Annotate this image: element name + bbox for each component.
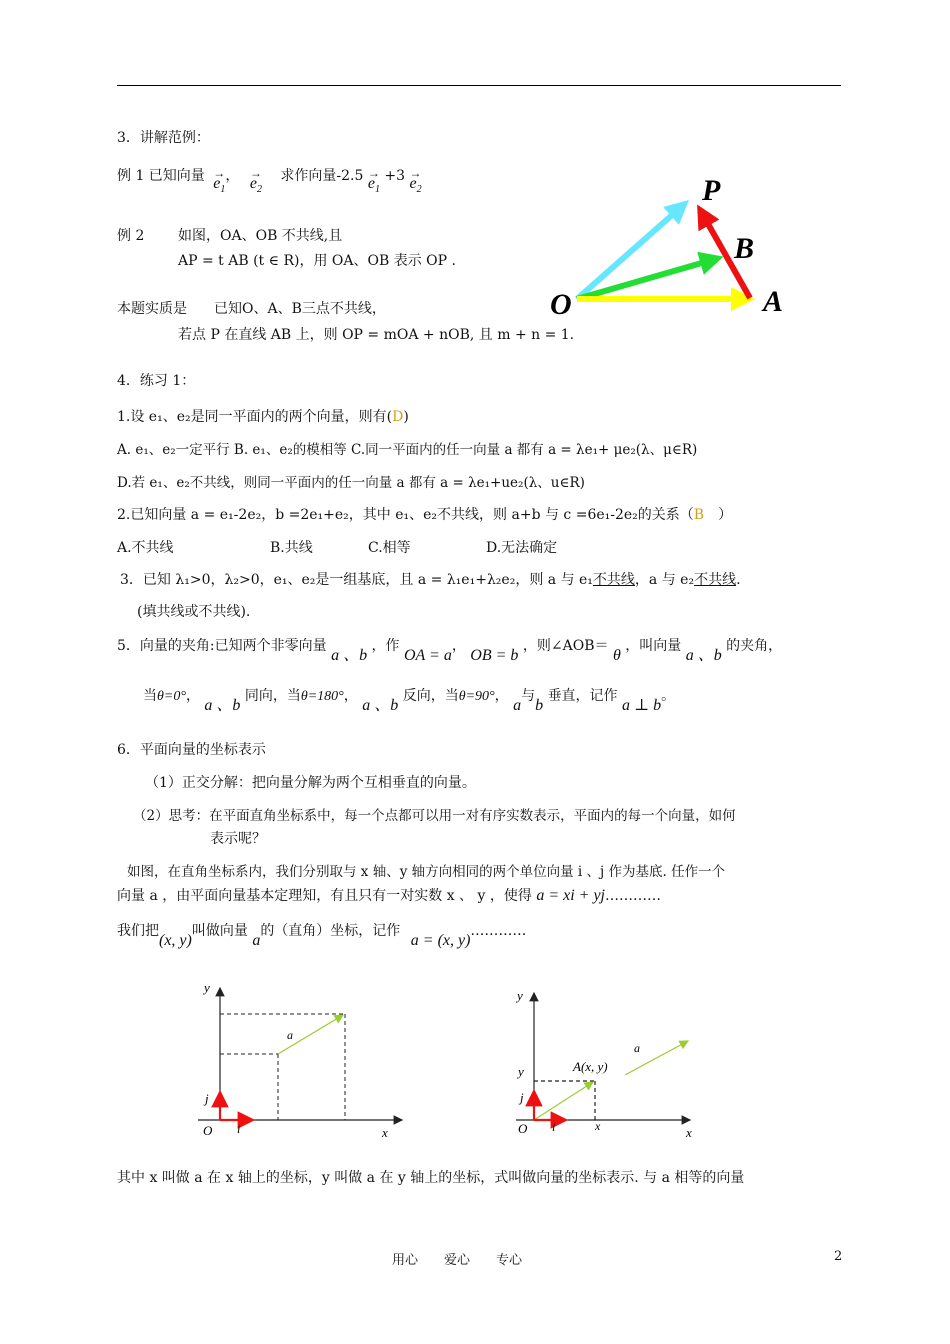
s6-p4-a: a (252, 932, 261, 949)
point-o-label: O (550, 288, 572, 321)
essence-line1: 已知O、A、B三点不共线， (214, 301, 386, 317)
angle2-s1: 同向，当 (244, 688, 301, 704)
q3-post: . (736, 572, 741, 588)
right-origin-label: O (518, 1121, 528, 1136)
q3-hint: (填共线或不共线). (137, 604, 251, 620)
vector-e2: → $e_2$ (250, 174, 262, 200)
point-a-coord-label: A(x, y) (573, 1059, 608, 1074)
essence-line2: 若点 P 在直线 AB 上，则 OP = mOA + nOB, 且 m + n = 1. (178, 327, 575, 343)
angle1-ab2: a 、b (685, 647, 722, 664)
angle-definition: 5．向量的夹角:已知两个非零向量 a 、b ，作 OA = a， OB = b ，则∠AOB＝ θ ，叫向量 a 、b 的夹角， (117, 638, 783, 664)
angle1-mid2: ，则∠AOB＝ (522, 638, 609, 654)
s6-p1: （1）正交分解：把向量分解为两个互相垂直的向量。 (145, 775, 476, 791)
page-number: 2 (834, 1249, 843, 1264)
q3-blank1: 不共线 (592, 572, 635, 588)
ex1-task: 求作向量-2.5 (280, 168, 364, 184)
q3-blank2: 不共线 (694, 572, 737, 588)
angle2-a3: a (513, 697, 522, 714)
angle1-post: 的夹角， (726, 638, 783, 654)
angle1-ab: a 、b (331, 647, 368, 664)
question3 (120, 570, 741, 590)
s6-p3b-eq: a = xi + yj (536, 887, 605, 904)
ex1-plus: +3 (384, 168, 406, 184)
angle1-mid3: ，叫向量 (625, 638, 682, 654)
left-x-label: x (382, 1125, 388, 1140)
angle-cases (143, 686, 676, 714)
point-p-label: P (702, 174, 721, 207)
left-i-label: i (237, 1122, 241, 1136)
angle2-s3: 与 (521, 688, 536, 704)
right-x-label: x (686, 1125, 692, 1140)
right-a-label: a (634, 1041, 640, 1055)
q2-option-d: D.无法确定 (486, 540, 558, 556)
q1-text: 1.设 e₁、e₂是同一平面内的两个向量，则有( (117, 409, 393, 425)
left-a-label: a (287, 1028, 293, 1042)
angle2-s4: 垂直，记作 (547, 688, 618, 704)
angle2-s2: 反向，当 (402, 688, 459, 704)
coordinate-figure-right (510, 985, 710, 1155)
s6-p4-post: 的（直角）坐标，记作 (260, 923, 401, 939)
essence-label: 本题实质是 (117, 301, 187, 317)
angle2-p1: 当 (143, 688, 157, 704)
angle1-theta: θ (612, 647, 621, 664)
angle2-perp: a ⊥ b (622, 697, 662, 714)
vector-oa-arrow (534, 1082, 593, 1120)
left-j-label: j (205, 1091, 209, 1106)
point-b-label: B (734, 232, 755, 265)
vector-e2b: → $e_2$ (410, 174, 422, 200)
angle2-c1: ， (185, 688, 200, 704)
right-xcoord-label: x (595, 1119, 601, 1133)
vector-e1: → $e_1$ (213, 174, 225, 200)
q3-mid: ，a 与 e₂ (634, 572, 695, 588)
footer-motto: 用心 爱心 专心 (392, 1253, 523, 1268)
q2-option-c: C.相等 (368, 540, 411, 556)
angle2-c2: ， (343, 688, 358, 704)
section3-heading: 3．讲解范例： (117, 130, 210, 146)
angle1-pre: 5．向量的夹角:已知两个非零向量 (117, 638, 327, 654)
s6-p4-dots: ………… (470, 923, 527, 939)
q2-option-a: A.不共线 (117, 540, 174, 556)
ex2-line1: 如图，OA、OB 不共线,且 (178, 228, 343, 244)
q1-options-d: D.若 e₁、e₂不共线，则同一平面内的任一向量 a 都有 a = λe₁+ue₂(λ、u∈R) (117, 475, 585, 491)
q3-pre: 3．已知 λ₁>0，λ₂>0，e₁、e₂是一组基底，且 a = λ₁e₁+λ₂e₂，则 a 与 e₁ (120, 572, 593, 588)
vector-triangle-diagram (540, 165, 800, 325)
s6-last-line: 其中 x 叫做 a 在 x 轴上的坐标，y 叫做 a 在 y 轴上的坐标，式叫做向量的坐标表示. 与 a 相等的向量 (117, 1170, 745, 1186)
question1 (117, 407, 409, 427)
left-y-label: y (204, 980, 210, 995)
angle2-ab2: a 、b (362, 697, 399, 714)
angle2-b3: b (535, 697, 544, 714)
angle2-t0: θ=0° (157, 689, 186, 704)
q1-options-a: A. e₁、e₂一定平行 B. e₁、e₂的模相等 C.同一平面内的任一向量 a 都有 a = λe₁+ μe₂(λ、μ∈R) (117, 442, 698, 458)
q2-close: ） (718, 507, 733, 523)
q2-text: 2.已知向量 a = e₁-2e₂，b =2e₁+e₂，其中 e₁、e₂不共线，则 a+b 与 c =6e₁-2e₂的关系（ (117, 507, 694, 523)
right-j-label: j (520, 1090, 524, 1105)
s6-p4-eq: a = (x, y) (410, 932, 471, 949)
question2 (117, 505, 732, 525)
angle2-t180: θ=180° (300, 689, 344, 704)
s6-p3a: 如图，在直角坐标系内，我们分别取与 x 轴、y 轴方向相同的两个单位向量 i 、j 作为基底. 任作一个 (127, 864, 726, 880)
vector-e1b: → $e_1$ (368, 174, 380, 200)
angle2-t90: θ=90° (458, 689, 495, 704)
ex1-label: 例 1 已知向量 (117, 168, 205, 184)
s6-p4 (117, 921, 527, 949)
q2-answer: B (693, 507, 705, 523)
point-a-label: A (763, 285, 784, 318)
ex2-line2: AP = t AB (t ∈ R)，用 OA、OB 表示 OP . (178, 253, 456, 269)
q1-close: ) (403, 409, 409, 425)
right-y-label: y (517, 988, 523, 1003)
s6-p3b-pre: 向量 a ，由平面向量基本定理知，有且只有一对实数 x 、 y ，使得 (117, 888, 532, 904)
coordinate-figure-left (190, 980, 420, 1150)
q1-answer: D (392, 409, 404, 425)
example1: 例 1 已知向量 → $e_1$， → $e_2$ 求作向量$-2.5 \to e_1 +3 \to e_2$ (117, 166, 422, 192)
right-i-label: i (552, 1120, 556, 1134)
section4-heading: 4．练习 1： (117, 373, 196, 389)
s6-p3b (117, 886, 661, 906)
right-ycoord-label: y (518, 1064, 524, 1079)
angle1-oa: OA = a (404, 647, 452, 664)
section6-heading: 6．平面向量的坐标表示 (117, 742, 266, 758)
angle1-ob: OB = b (470, 647, 519, 664)
angle1-mid: ，作 (371, 638, 400, 654)
angle2-end: 。 (661, 688, 676, 704)
q2-option-b: B.共线 (270, 540, 313, 556)
s6-p2a: （2）思考：在平面直角坐标系中，每一个点都可以用一对有序实数表示，平面内的每一个向量，如何 (133, 808, 736, 824)
ex2-label: 例 2 (117, 228, 145, 244)
s6-p4-mid: 叫做向量 (191, 923, 248, 939)
angle2-c3: ， (494, 688, 509, 704)
s6-p2b: 表示呢？ (210, 831, 266, 847)
header-rule (117, 85, 841, 86)
s6-p3b-dots: ………… (605, 888, 661, 904)
left-origin-label: O (203, 1123, 213, 1138)
s6-p4-pre: 我们把 (117, 923, 159, 939)
angle2-ab1: a 、b (204, 697, 241, 714)
s6-p4-xy: (x, y) (159, 932, 192, 949)
